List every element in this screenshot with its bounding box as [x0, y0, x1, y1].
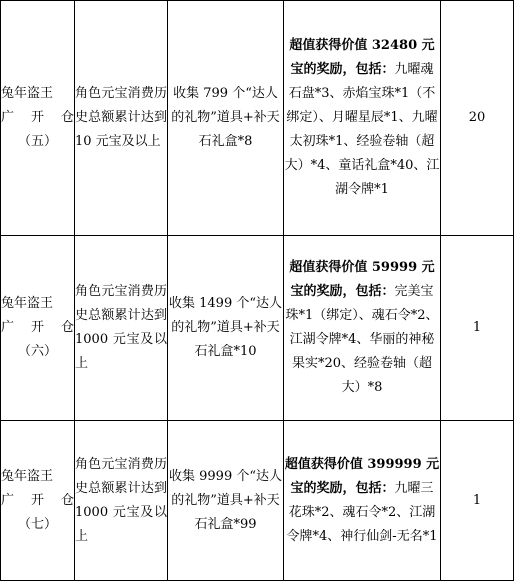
reward-highlight: 超值获得价值 399999 元宝的奖励，包括： — [284, 456, 440, 496]
condition-cell — [75, 1, 168, 236]
quantity-cell — [441, 1, 514, 236]
table-row — [1, 421, 514, 581]
package-name-line: 兔年盗王 — [1, 468, 54, 484]
condition-text: 角色元宝消费历史总额累计达到 10 元宝及以上 — [75, 86, 167, 149]
reward-highlight: 超值获得价值 32480 元宝的奖励，包括： — [289, 38, 435, 77]
quantity-text: 1 — [472, 320, 482, 335]
table-row — [1, 1, 514, 236]
reward-cell — [284, 236, 441, 421]
reward-cell — [284, 1, 441, 236]
reward-items: 九曜魂石盘*3、赤焰宝珠*1（不绑定）、月曜星辰*1、九曜太初珠*1、经验卷轴（超大）*4、童话礼盒*40、江湖令牌*1 — [284, 62, 440, 197]
condition-cell — [75, 236, 168, 421]
package-name-cell — [1, 1, 75, 236]
package-name-line: 广开仓 — [1, 492, 74, 508]
condition-cell — [75, 421, 168, 581]
package-name-line: 兔年盗王 — [1, 86, 54, 101]
package-name-line: 广开仓 — [1, 110, 74, 125]
quantity-cell — [441, 236, 514, 421]
condition-text: 角色元宝消费历史总额累计达到 1000 元宝及以上 — [75, 456, 167, 544]
task-text: 收集 9999 个“达人的礼物”道具+补天石礼盒*99 — [169, 468, 282, 532]
package-name-cell — [1, 236, 75, 421]
table-row — [1, 236, 514, 421]
package-name-line: 广开仓 — [1, 320, 74, 335]
package-name-line: （六） — [17, 344, 57, 359]
quantity-text: 20 — [468, 110, 486, 125]
reward-items: 完美宝珠*1（绑定）、魂石令*2、江湖令牌*4、华丽的神秘果实*20、经验卷轴（超大）*8 — [285, 284, 439, 395]
condition-text: 角色元宝消费历史总额累计达到 1000 元宝及以上 — [75, 284, 167, 371]
task-cell — [168, 236, 284, 421]
task-text: 收集 1499 个“达人的礼物”道具+补天石礼盒*10 — [169, 296, 282, 359]
package-name-cell — [1, 421, 75, 581]
reward-items: 九曜三花珠*2、魂石令*2、江湖令牌*4、神行仙剑-无名*1 — [286, 480, 438, 544]
package-name-line: （五） — [17, 134, 57, 149]
package-name-line: （七） — [17, 516, 57, 532]
reward-highlight: 超值获得价值 59999 元宝的奖励，包括： — [289, 260, 435, 299]
task-text: 收集 799 个“达人的礼物”道具+补天石礼盒*8 — [171, 86, 280, 149]
task-cell — [168, 421, 284, 581]
package-name-line: 兔年盗王 — [1, 296, 54, 311]
quantity-cell — [441, 421, 514, 581]
quantity-text: 1 — [472, 492, 482, 508]
task-cell — [168, 1, 284, 236]
reward-cell — [284, 421, 441, 581]
